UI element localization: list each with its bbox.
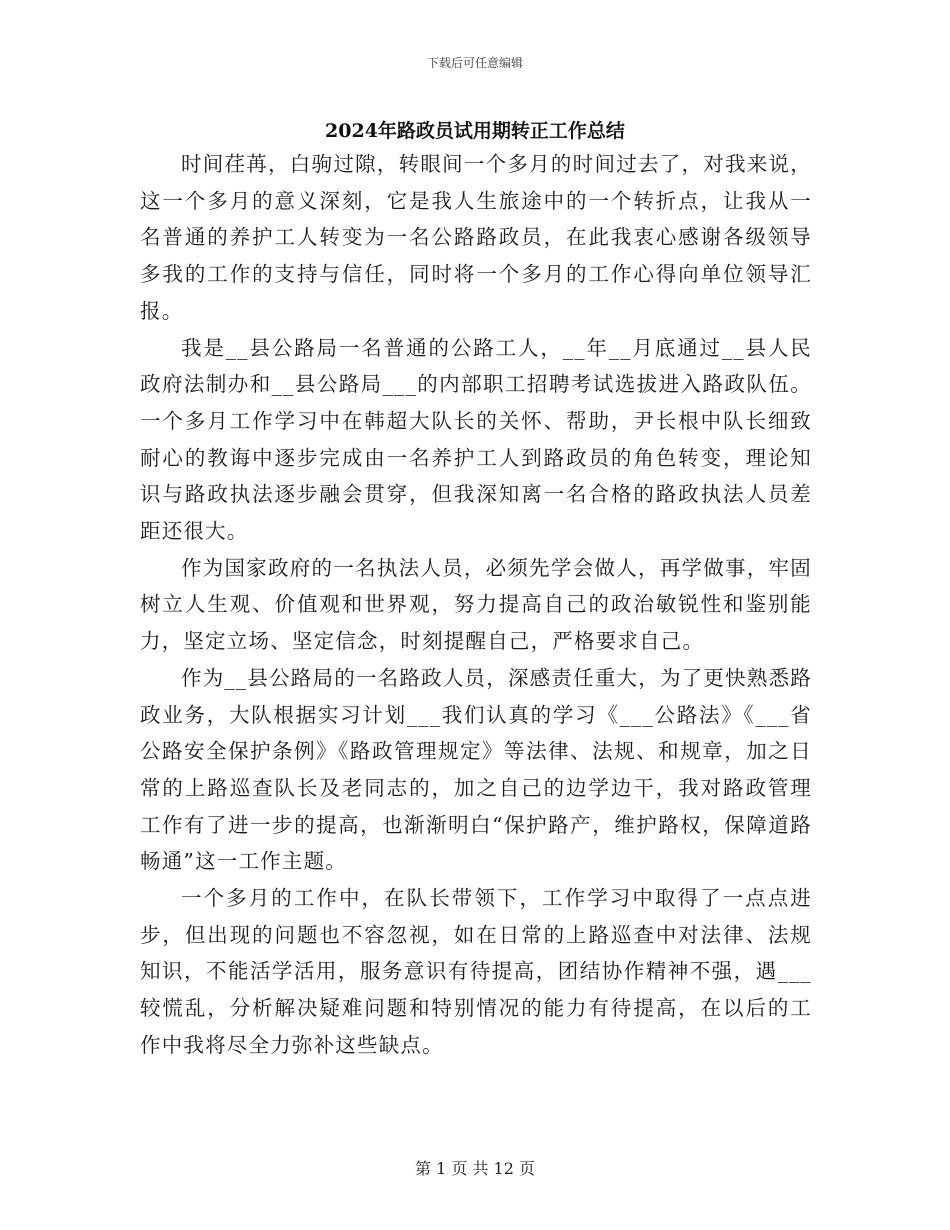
paragraph-5: 一个多月的工作中，在队长带领下，工作学习中取得了一点点进步，但出现的问题也不容忽视，如在日常的上路巡查中对法律、法规知识，不能活学活用，服务意识有待提高，团结协作精神不强，遇___较慌乱，分析解决疑难问题和特别情况的能力有待提高，在以后的工作中我将尽全力弥补这些缺点。 xyxy=(140,886,812,1057)
paragraph-2: 我是__县公路局一名普通的公路工人，__年__月底通过__县人民政府法制办和__县公路局___的内部职工招聘考试选拔进入路政队伍。一个多月工作学习中在韩超大队长的关怀、帮助，尹长根中队长细致耐心的教诲中逐步完成由一名养护工人到路政员的角色转变，理论知识与路政执法逐步融会贯穿，但我深知离一名合格的路政执法人员差距还很大。 xyxy=(140,335,812,544)
paragraph-4: 作为__县公路局的一名路政人员，深感责任重大，为了更快熟悉路政业务，大队根据实习计划___我们认真的学习《___公路法》《___省公路安全保护条例》《路政管理规定》等法律、法规、和规章，加之日常的上路巡查队长及老同志的，加之自己的边学边干，我对路政管理工作有了进一步的提高，也渐渐明白“保护路产，维护路权，保障道路畅通”这一工作主题。 xyxy=(140,665,812,874)
download-note: 下载后可任意编辑 xyxy=(426,56,523,70)
paragraph-3: 作为国家政府的一名执法人员，必须先学会做人，再学做事，牢固树立人生观、价值观和世界观，努力提高自己的政治敏锐性和鉴别能力，坚定立场、坚定信念，时刻提醒自己，严格要求自己。 xyxy=(140,555,812,654)
paragraph-1: 时间荏苒，白驹过隙，转眼间一个多月的时间过去了，对我来说，这一个多月的意义深刻，它是我人生旅途中的一个转折点，让我从一名普通的养护工人转变为一名公路路政员，在此我衷心感谢各级领导多我的工作的支持与信任，同时将一个多月的工作心得向单位领导汇报。 xyxy=(140,152,812,323)
document-title: 2024年路政员试用期转正工作总结 xyxy=(325,120,625,142)
document-body xyxy=(140,146,812,1064)
page-number: 第 1 页 共 12 页 xyxy=(415,1159,535,1178)
